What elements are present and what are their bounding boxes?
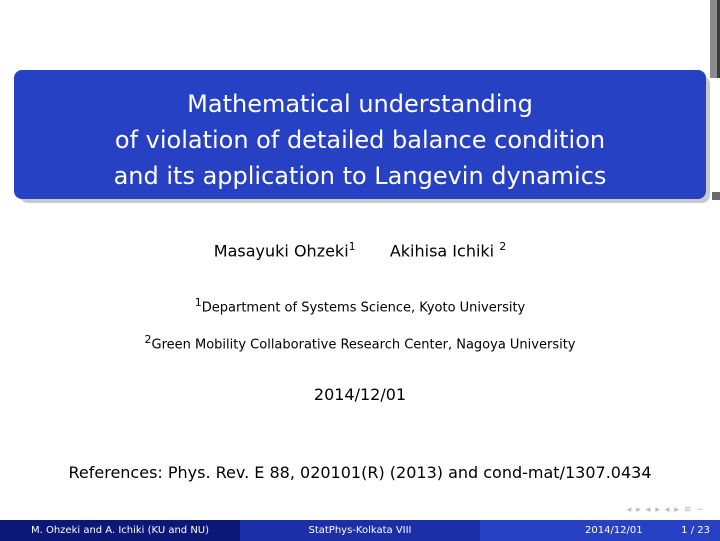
footer-authors [0,520,240,541]
footer-event-text: StatPhys-Kolkata VIII [308,525,412,536]
affiliation-text: Green Mobility Collaborative Research Center, Nagoya University [151,337,576,353]
footer-event [240,520,480,541]
document-align-icon[interactable]: ≡ [683,505,692,515]
author-name: Akihisa Ichiki [389,241,500,261]
affiliation-mark: 1 [194,296,202,309]
frame-next-icon[interactable]: ▸ [636,505,641,515]
window-edge-tick [712,192,720,200]
presentation-date: 2014/12/01 [313,385,407,404]
references-line: References: Phys. Rev. E 88, 020101(R) (2013) and cond-mat/1307.0434 [68,463,652,482]
affiliation-1 [0,296,720,315]
affiliation-mark: 2 [144,333,152,346]
frame-prev-icon[interactable]: ◂ [626,505,632,515]
footer-date-page [480,520,720,541]
footer-authors-text: M. Ohzeki and A. Ichiki (KU and NU) [30,525,210,536]
title-line-1: Mathematical understanding [187,90,533,118]
footer-date-text: 2014/12/01 [585,525,643,536]
footer-bar [0,520,720,541]
title-block [14,70,706,199]
subsection-prev-icon[interactable]: ◂ [645,505,651,515]
section-prev-icon[interactable]: ◂ [664,505,670,515]
title-line-2: of violation of detailed balance condition [114,126,606,154]
section-next-icon[interactable]: ▸ [674,505,679,515]
affiliation-text: Department of Systems Science, Kyoto University [201,300,526,316]
search-loop-icon[interactable]: ∽ [696,505,704,515]
affiliation-2 [0,333,720,352]
footer-page-text: 1 / 23 [681,525,710,536]
author-affil-mark: 2 [499,240,507,253]
author-list [0,240,720,260]
author-name: Masayuki Ohzeki [213,241,349,261]
subsection-next-icon[interactable]: ▸ [655,505,660,515]
beamer-navigation [627,503,704,517]
title-line-3: and its application to Langevin dynamics [113,162,607,190]
author-affil-mark: 1 [348,240,356,253]
